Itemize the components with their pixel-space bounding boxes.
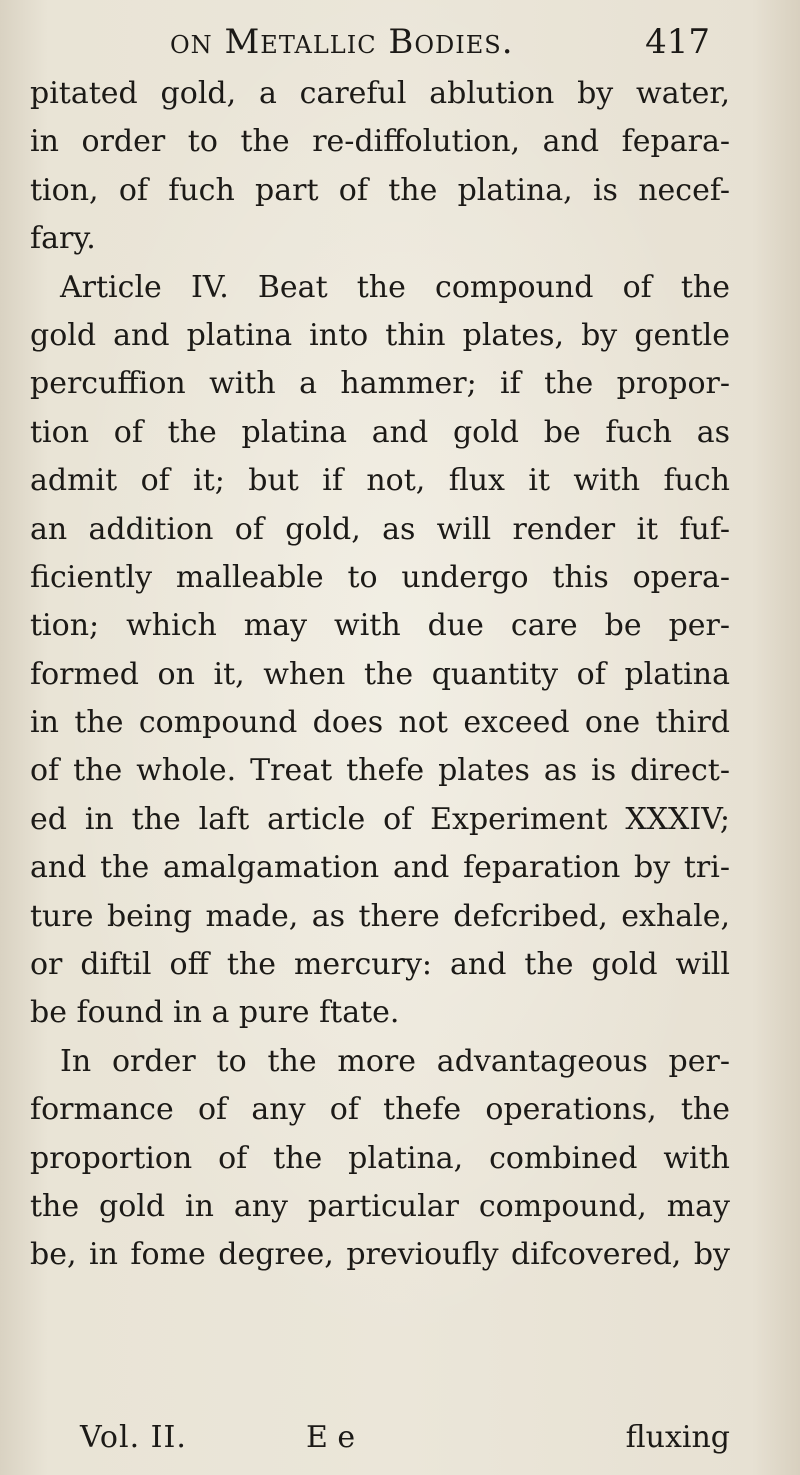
text-line: proportion of the platina, combined with — [30, 1140, 730, 1176]
text-line: tion, of fuch part of the platina, is necef- — [30, 172, 730, 208]
text-line: In order to the more advantageous per- — [60, 1043, 730, 1079]
text-line: pitated gold, a careful ablution by water, — [30, 76, 730, 111]
text-line: ficiently malleable to undergo this opera- — [30, 559, 730, 595]
page-footer — [80, 1414, 730, 1462]
text-line: fary. — [30, 221, 96, 257]
text-line: and the amalgamation and feparation by tri- — [30, 850, 730, 886]
running-header — [170, 14, 710, 70]
text-line: Article IV. Beat the compound of the — [60, 269, 730, 305]
text-line: in order to the re-diffolution, and fepara- — [30, 124, 730, 160]
text-line: be, in fome degree, previoufly difcovered, by — [30, 1237, 730, 1273]
text-line: tion of the platina and gold be fuch as — [30, 414, 730, 450]
page-number: 417 — [645, 22, 710, 62]
text-line: formance of any of thefe operations, the — [30, 1092, 730, 1128]
text-line: gold and platina into thin plates, by gentle — [30, 317, 730, 353]
text-line: the gold in any particular compound, may — [30, 1188, 730, 1224]
running-title: on Metallic Bodies. — [170, 22, 514, 62]
text-line: tion; which may with due care be per- — [30, 608, 730, 644]
text-line: percuffion with a hammer; if the propor- — [30, 366, 730, 402]
body-text — [30, 70, 730, 1280]
text-line: formed on it, when the quantity of platina — [30, 656, 730, 692]
catchword: fluxing — [625, 1420, 730, 1455]
text-line: ture being made, as there defcribed, exhale, — [30, 898, 730, 934]
volume-mark: Vol. II. — [80, 1420, 187, 1455]
text-line: or diftil off the mercury: and the gold will — [30, 947, 730, 983]
text-line: admit of it; but if not, flux it with fuch — [30, 463, 730, 499]
text-line: be found in a pure ftate. — [30, 995, 400, 1031]
text-line: ed in the laft article of Experiment XXXIV; — [30, 801, 730, 837]
signature-mark: E e — [306, 1420, 356, 1455]
text-line: an addition of gold, as will render it fuf- — [30, 511, 730, 547]
text-line: in the compound does not exceed one third — [30, 705, 730, 741]
text-line: of the whole. Treat thefe plates as is direct- — [30, 753, 730, 789]
